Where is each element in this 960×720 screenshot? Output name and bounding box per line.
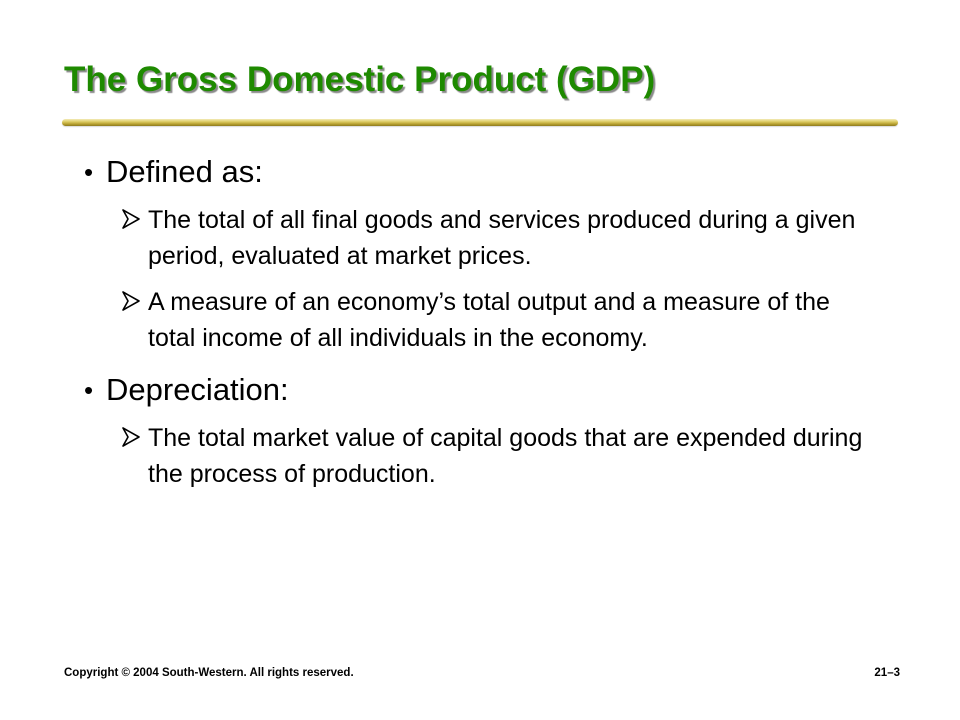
arrowhead-icon [120,290,142,312]
page-number: 21–3 [874,667,900,679]
bullet-defined-as [84,152,884,192]
sub-bullet [84,284,884,356]
title-divider [62,119,898,126]
bullet-label: Defined as: [106,154,263,189]
copyright-notice: Copyright © 2004 South-Western. All rights reserved. [64,667,354,679]
sub-bullet [84,420,884,492]
sub-bullet-text: The total market value of capital goods that are expended during the process of production. [148,424,863,488]
slide-title: The Gross Domestic Product (GDP) [64,60,656,99]
arrowhead-icon [120,208,142,230]
bullet-label: Depreciation: [106,372,289,407]
bullet-dot-icon: • [84,157,94,187]
bullet-dot-icon: • [84,375,94,405]
sub-bullet-text: The total of all final goods and services produced during a given period, evaluated at market prices. [148,206,856,270]
slide-content [84,152,884,492]
sub-bullet [84,202,884,274]
bullet-depreciation [84,370,884,410]
arrowhead-icon [120,426,142,448]
sub-bullet-text: A measure of an economy’s total output and a measure of the total income of all individuals in the economy. [148,288,830,352]
